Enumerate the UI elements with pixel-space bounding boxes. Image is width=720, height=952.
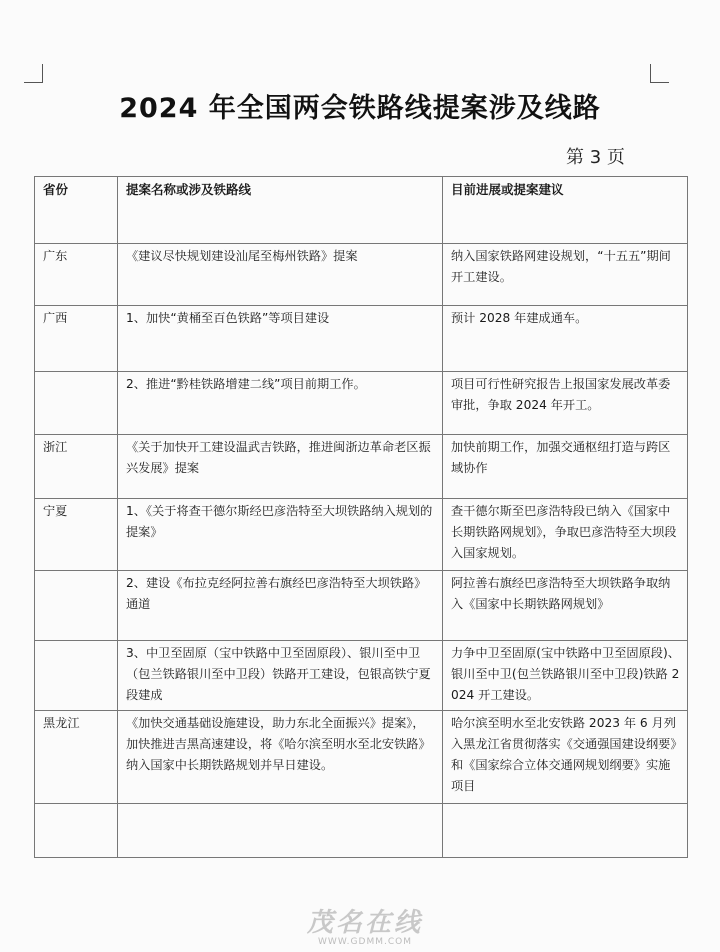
cell-province: 浙江: [35, 435, 118, 499]
table-row: [35, 571, 688, 641]
cell-progress: 项目可行性研究报告上报国家发展改革委审批，争取 2024 年开工。: [443, 372, 688, 435]
table-row: [35, 499, 688, 571]
header-progress: 目前进展或提案建议: [443, 177, 688, 244]
document-title: 2024 年全国两会铁路线提案涉及线路: [119, 93, 601, 124]
cell-province: [35, 641, 118, 711]
cell-progress: 哈尔滨至明水至北安铁路 2023 年 6 月列入黑龙江省贯彻落实《交通强国建设纲要》和《国家综合立体交通网规划纲要》实施项目: [443, 711, 688, 804]
cell-province: [35, 372, 118, 435]
cell-province: [35, 571, 118, 641]
cell-province: 广东: [35, 244, 118, 306]
cell-proposal: 1、加快“黄桶至百色铁路”等项目建设: [118, 306, 443, 372]
cell-province: 黑龙江: [35, 711, 118, 804]
header-province: 省份: [35, 177, 118, 244]
cell-progress: 预计 2028 年建成通车。: [443, 306, 688, 372]
proposal-table: [34, 176, 688, 858]
corner-mark-top-left: [24, 64, 43, 83]
watermark-url: WWW.GDMM.COM: [318, 937, 412, 947]
header-proposal: 提案名称或涉及铁路线: [118, 177, 443, 244]
table-row: [35, 372, 688, 435]
table-row: [35, 711, 688, 804]
cell-proposal: [118, 804, 443, 858]
table-row: [35, 306, 688, 372]
cell-progress: 阿拉善右旗经巴彦浩特至大坝铁路争取纳入《国家中长期铁路网规划》: [443, 571, 688, 641]
table-row: [35, 435, 688, 499]
site-watermark: [265, 902, 465, 946]
cell-proposal: 2、建设《布拉克经阿拉善右旗经巴彦浩特至大坝铁路》通道: [118, 571, 443, 641]
cell-progress: 加快前期工作，加强交通枢纽打造与跨区域协作: [443, 435, 688, 499]
cell-proposal: 1、《关于将查干德尔斯经巴彦浩特至大坝铁路纳入规划的提案》: [118, 499, 443, 571]
page-number: 第 3 页: [566, 147, 625, 168]
table-row: [35, 641, 688, 711]
cell-progress: 纳入国家铁路网建设规划，“十五五”期间开工建设。: [443, 244, 688, 306]
cell-progress: 力争中卫至固原(宝中铁路中卫至固原段)、银川至中卫(包兰铁路银川至中卫段)铁路 2024 开工建设。: [443, 641, 688, 711]
cell-progress: [443, 804, 688, 858]
cell-progress: 查干德尔斯至巴彦浩特段已纳入《国家中长期铁路网规划》，争取巴彦浩特至大坝段入国家规划。: [443, 499, 688, 571]
corner-mark-top-right: [650, 64, 669, 83]
cell-proposal: 《加快交通基础设施建设，助力东北全面振兴》提案》，加快推进吉黑高速建设，将《哈尔滨至明水至北安铁路》纳入国家中长期铁路规划并早日建设。: [118, 711, 443, 804]
cell-province: 宁夏: [35, 499, 118, 571]
cell-proposal: 《建议尽快规划建设汕尾至梅州铁路》提案: [118, 244, 443, 306]
cell-proposal: 2、推进“黔桂铁路增建二线”项目前期工作。: [118, 372, 443, 435]
table-header-row: [35, 177, 688, 244]
cell-province: [35, 804, 118, 858]
table-row-empty: [35, 804, 688, 858]
table-row: [35, 244, 688, 306]
cell-proposal: 《关于加快开工建设温武吉铁路，推进闽浙边革命老区振兴发展》提案: [118, 435, 443, 499]
cell-province: 广西: [35, 306, 118, 372]
watermark-logo-text: 茂名在线: [306, 908, 423, 938]
cell-proposal: 3、中卫至固原（宝中铁路中卫至固原段）、银川至中卫（包兰铁路银川至中卫段）铁路开工建设，包银高铁宁夏段建成: [118, 641, 443, 711]
